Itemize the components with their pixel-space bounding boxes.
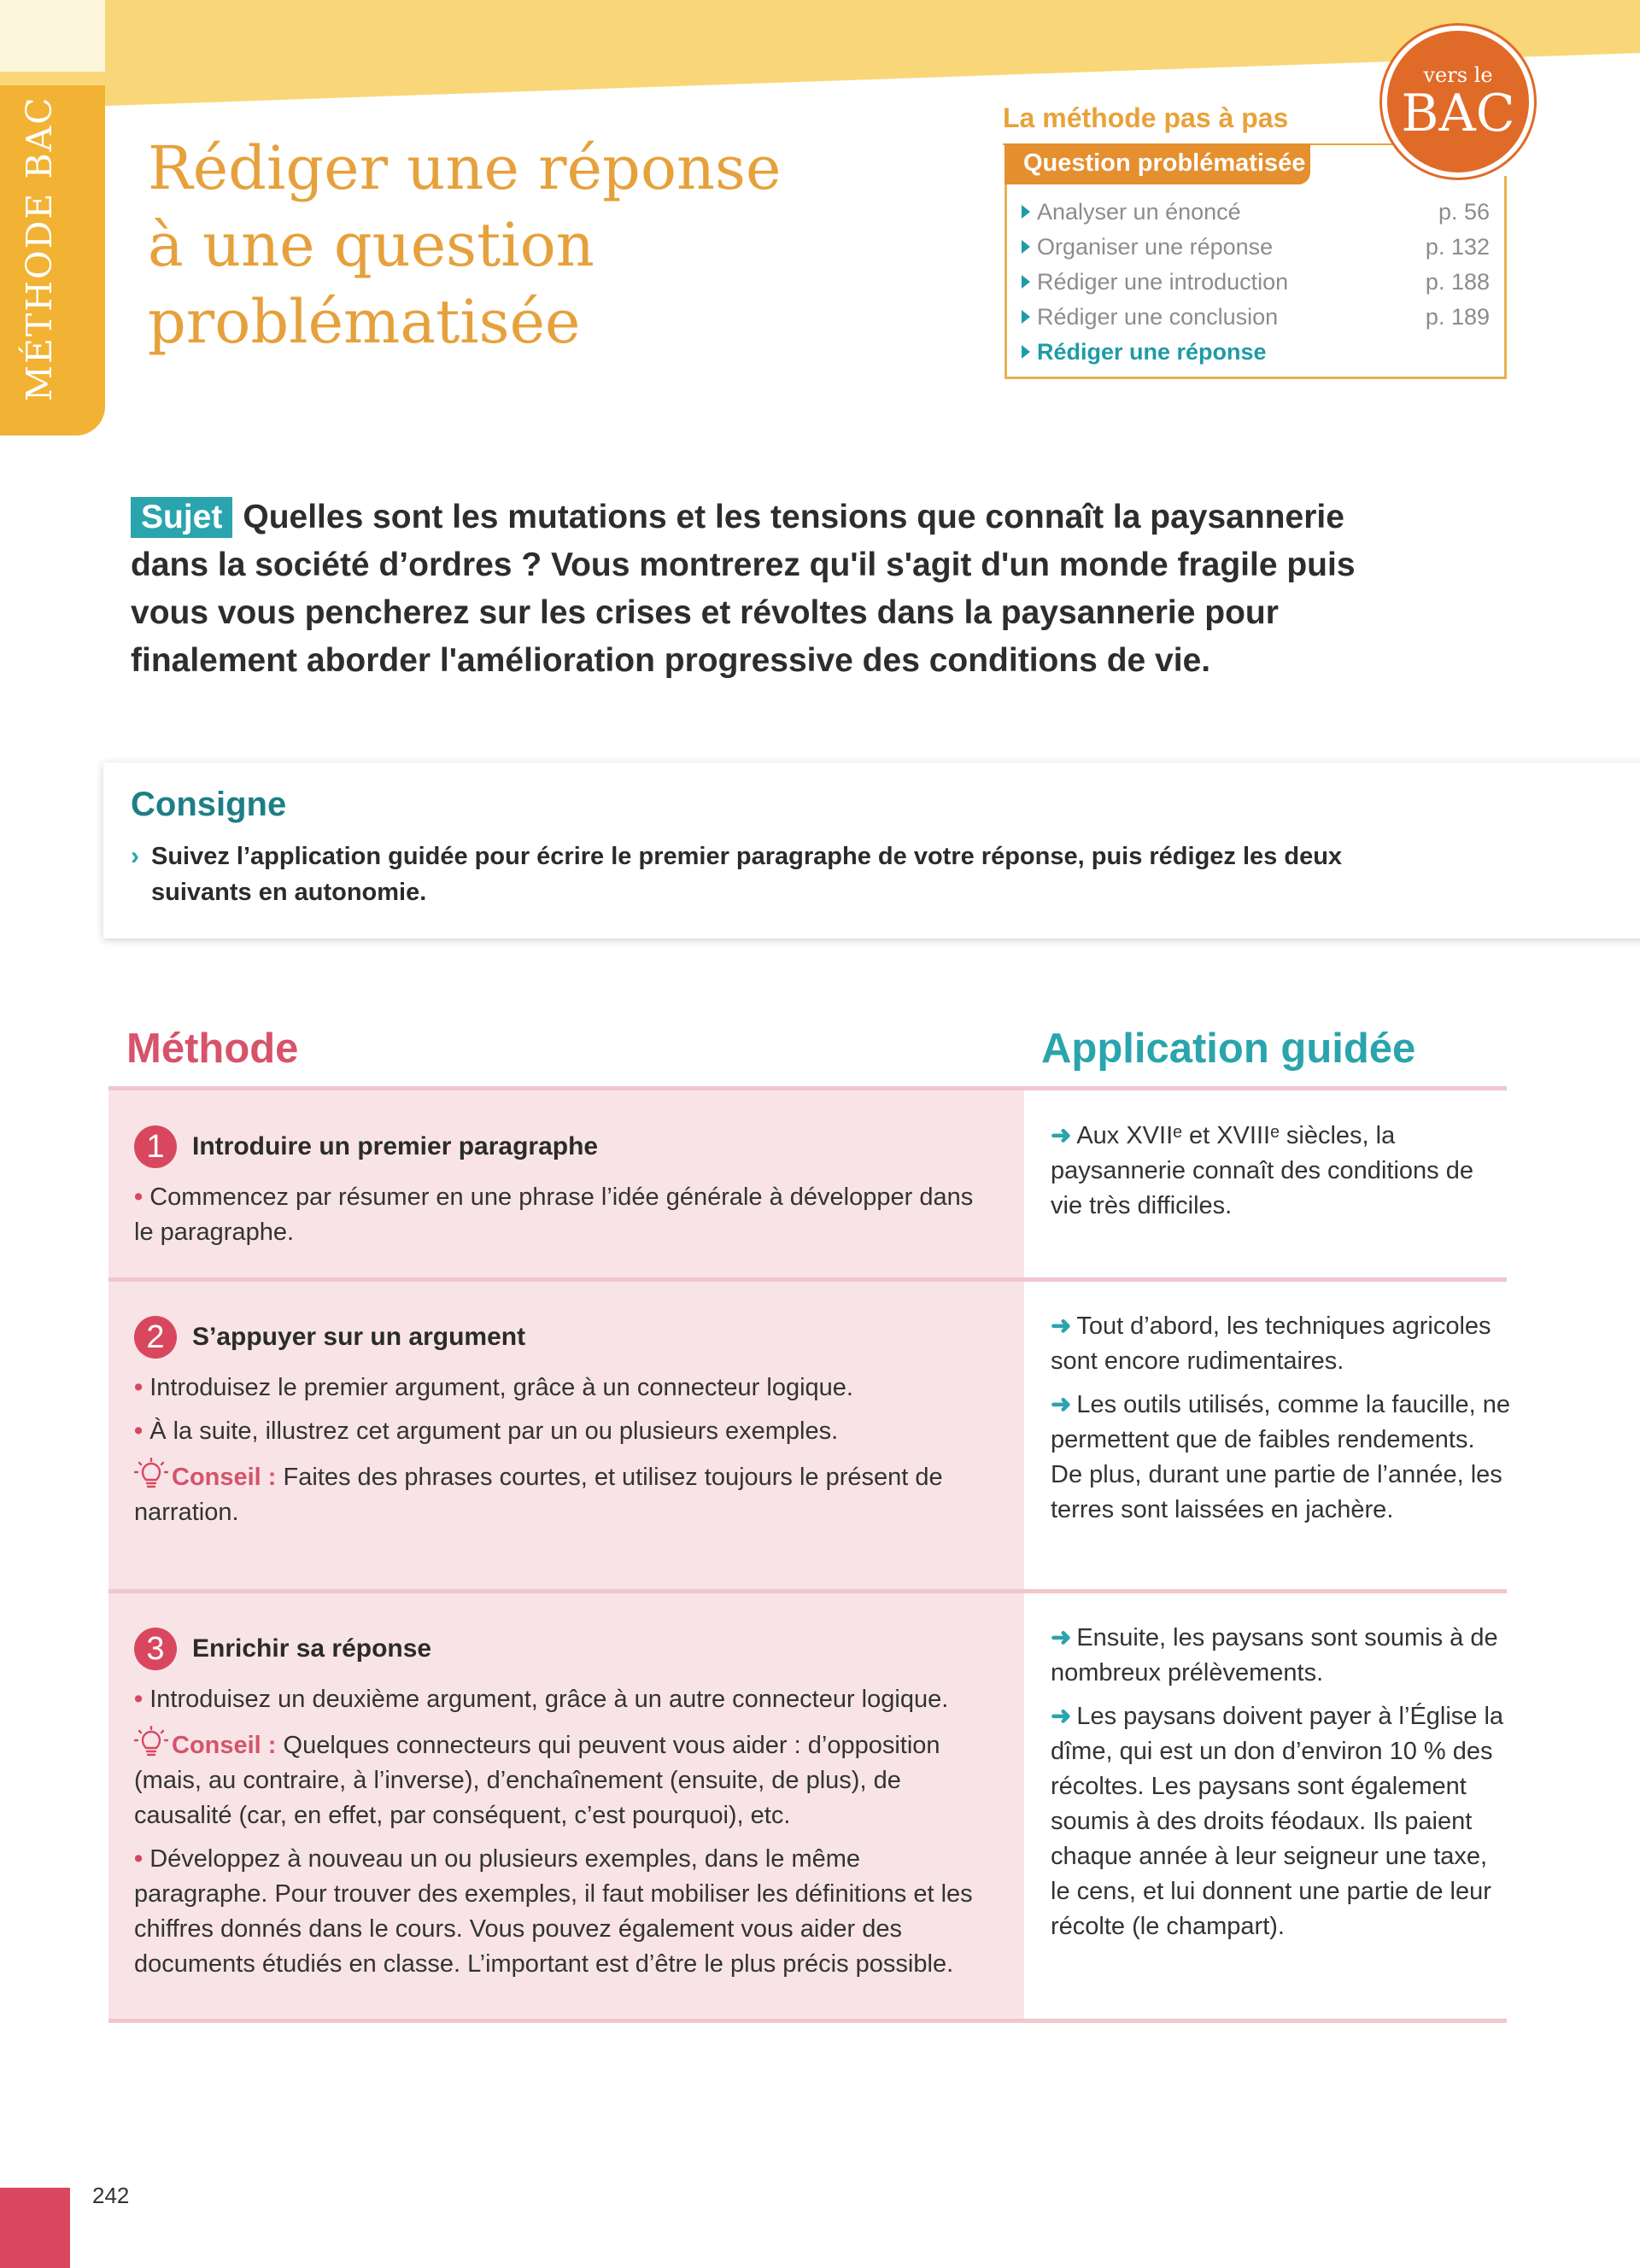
bac-badge-big: BAC: [1401, 84, 1515, 143]
application-item: [1051, 1309, 1512, 1379]
method-step-label: Rédiger une conclusion: [1022, 300, 1278, 335]
application-text: Tout d’abord, les techniques agricoles sont encore rudimentaires.: [1051, 1312, 1491, 1375]
arrow-right-icon: ➜: [1051, 1391, 1072, 1418]
application-item: [1051, 1621, 1512, 1691]
page-title: [148, 130, 1002, 360]
tip-label: Conseil :: [172, 1732, 277, 1759]
method-step-page: p. 56: [1438, 199, 1490, 225]
footer-color-block: [0, 2188, 70, 2268]
method-step-3: [134, 1628, 997, 1990]
method-box-tab: Question problématisée: [1004, 143, 1310, 184]
application-cell-3: [1051, 1621, 1512, 1953]
step-body: [134, 1180, 997, 1250]
application-item: [1051, 1699, 1512, 1944]
step-bullet: • À la suite, illustrez cet argument par un ou plusieurs exemples.: [134, 1414, 997, 1449]
tip: [134, 1458, 997, 1530]
tip: [134, 1726, 997, 1833]
step-bullet: • Introduisez un deuxième argument, grâce à un autre connecteur logique.: [134, 1682, 997, 1717]
subject: [131, 494, 1429, 685]
title-line-3: problématisée: [148, 287, 581, 357]
application-item: [1051, 1388, 1512, 1528]
lightbulb-icon: [134, 1458, 168, 1492]
section-label: MÉTHODE BAC: [19, 96, 60, 401]
method-step-current[interactable]: [1022, 335, 1490, 370]
application-cell-2: [1051, 1309, 1512, 1536]
bac-badge: [1387, 31, 1529, 172]
application-text: Les paysans doivent payer à l’Église la dîme, qui est un don d’environ 10 % des récoltes. Les paysans sont également soumis à des droits féodaux. Ils paient chaque année à leur seigneur une taxe, le cens, et lui donnent une partie de leur récolte (le champart).: [1051, 1703, 1504, 1940]
step-body: [134, 1371, 997, 1530]
method-step-label: Organiser une réponse: [1022, 230, 1273, 265]
application-cell-1: [1051, 1119, 1512, 1232]
method-step-label: Rédiger une introduction: [1022, 265, 1288, 300]
step-number: 1: [134, 1125, 177, 1168]
application-text: Ensuite, les paysans sont soumis à de nombreux prélèvements.: [1051, 1624, 1498, 1686]
step-title: Enrichir sa réponse: [192, 1634, 432, 1663]
method-step-page: p. 132: [1425, 234, 1490, 260]
method-step[interactable]: [1022, 265, 1490, 300]
step-number: 3: [134, 1628, 177, 1670]
method-box-title: La méthode pas à pas: [1003, 102, 1289, 133]
application-text: Les outils utilisés, comme la faucille, ne permettent que de faibles rendements. De plus, durant une partie de l’année, les terres sont laissées en jachère.: [1051, 1391, 1511, 1523]
method-step-1: [134, 1125, 997, 1259]
step-head: [134, 1125, 997, 1168]
subject-text: Quelles sont les mutations et les tensions que connaît la paysannerie dans la société d’ordres ? Vous montrerez qu'il s'agit d'un monde fragile puis vous vous pencherez sur les crises et révoltes dans la paysannerie pour finalement aborder l'amélioration progressive des conditions de vie.: [131, 499, 1356, 679]
tip-label: Conseil :: [172, 1464, 277, 1491]
method-step-label: Analyser un énoncé: [1022, 195, 1241, 230]
arrow-right-icon: ➜: [1051, 1624, 1072, 1651]
table-rule: [108, 2019, 1507, 2023]
application-item: [1051, 1119, 1512, 1224]
method-column-header: Méthode: [126, 1026, 299, 1072]
side-tab-top: [0, 0, 105, 72]
method-step[interactable]: [1022, 300, 1490, 335]
chevron-right-icon: ›: [131, 842, 139, 870]
step-head: [134, 1316, 997, 1359]
page-number: 242: [92, 2183, 130, 2208]
title-line-1: Rédiger une réponse: [148, 133, 782, 203]
application-column-header: Application guidée: [1041, 1026, 1416, 1072]
tip-text: Quelques connecteurs qui peuvent vous aider : d’opposition (mais, au contraire, à l’inverse), d’enchaînement (ensuite, de plus), de causalité (car, en effet, par conséquent, c’est pourquoi), etc.: [134, 1732, 940, 1829]
step-head: [134, 1628, 997, 1670]
consigne-title: Consigne: [131, 786, 287, 823]
method-step-page: p. 188: [1425, 269, 1490, 295]
step-title: S’appuyer sur un argument: [192, 1323, 526, 1351]
method-step[interactable]: [1022, 195, 1490, 230]
title-line-2: à une question: [148, 210, 594, 280]
step-bullet: • Développez à nouveau un ou plusieurs exemples, dans le même paragraphe. Pour trouver des exemples, il faut mobiliser les définitions et les chiffres donnés dans le cours. Vous pouvez également vous aider des documents étudiés en classe. L’important est d’être le plus précis possible.: [134, 1842, 997, 1982]
method-step[interactable]: [1022, 230, 1490, 265]
step-bullet: • Commencez par résumer en une phrase l’idée générale à développer dans le paragraphe.: [134, 1180, 997, 1250]
method-step-page: p. 189: [1425, 304, 1490, 330]
method-step-label: Rédiger une réponse: [1022, 335, 1267, 370]
step-number: 2: [134, 1316, 177, 1359]
bac-badge-small: vers le: [1423, 63, 1493, 87]
method-step-2: [134, 1316, 997, 1539]
subject-tag: Sujet: [131, 497, 232, 538]
consigne-text: Suivez l’application guidée pour écrire le premier paragraphe de votre réponse, puis rédigez les deux suivants en autonomie.: [151, 843, 1343, 906]
application-text: Aux XVIIᵉ et XVIIIᵉ siècles, la paysannerie connaît des conditions de vie très difficiles.: [1051, 1122, 1473, 1219]
arrow-right-icon: ➜: [1051, 1312, 1072, 1340]
lightbulb-icon: [134, 1726, 168, 1760]
arrow-right-icon: ➜: [1051, 1122, 1072, 1149]
step-title: Introduire un premier paragraphe: [192, 1132, 599, 1160]
method-steps-list: [1022, 195, 1490, 370]
step-bullet: • Introduisez le premier argument, grâce à un connecteur logique.: [134, 1371, 997, 1406]
arrow-right-icon: ➜: [1051, 1703, 1072, 1730]
tip-text: Faites des phrases courtes, et utilisez toujours le présent de narration.: [134, 1464, 943, 1526]
step-body: [134, 1682, 997, 1982]
